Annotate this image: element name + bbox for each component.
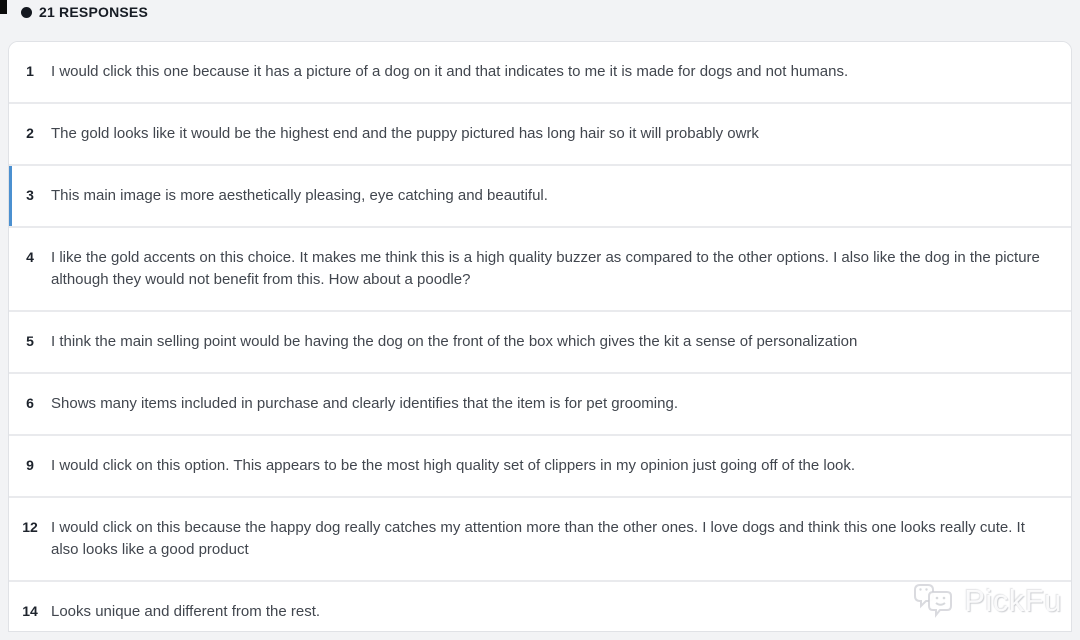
response-row[interactable] (9, 310, 1071, 372)
responses-count-title: 21 RESPONSES (39, 4, 148, 20)
response-number: 12 (22, 519, 38, 535)
response-row[interactable] (9, 580, 1071, 631)
response-row[interactable] (9, 226, 1071, 310)
pickfu-watermark-text: PickFu (964, 583, 1062, 618)
response-number: 6 (26, 395, 34, 411)
response-text: I like the gold accents on this choice. It makes me think this is a high quality buzzer as compared to the other options. I also like the dog in the picture although they would not benefit from this. How about a poodle? (51, 249, 1040, 288)
response-text: I would click this one because it has a picture of a dog on it and that indicates to me it is made for dogs and not humans. (51, 63, 849, 80)
response-number: 3 (26, 187, 34, 203)
response-text: This main image is more aesthetically pleasing, eye catching and beautiful. (51, 187, 548, 204)
bullet-dot-icon (21, 7, 32, 18)
response-number: 2 (26, 125, 34, 141)
response-row[interactable] (9, 372, 1071, 434)
response-number: 14 (22, 603, 38, 619)
response-text: Shows many items included in purchase and clearly identifies that the item is for pet grooming. (51, 395, 678, 412)
response-number: 4 (26, 249, 34, 265)
response-row-selected[interactable] (9, 164, 1071, 226)
response-text: The gold looks like it would be the highest end and the puppy pictured has long hair so it will probably owrk (51, 125, 759, 142)
screen-corner-artifact (0, 0, 7, 14)
response-row[interactable] (9, 434, 1071, 496)
response-number: 5 (26, 333, 34, 349)
response-text: I would click on this because the happy dog really catches my attention more than the other ones. I love dogs and think this one looks really cute. It also looks like a good product (51, 519, 1025, 558)
response-text: I would click on this option. This appears to be the most high quality set of clippers in my opinion just going off of the look. (51, 457, 856, 474)
response-row[interactable] (9, 102, 1071, 164)
response-row[interactable] (9, 42, 1071, 102)
response-number: 1 (26, 63, 34, 79)
response-text: I think the main selling point would be having the dog on the front of the box which gives the kit a sense of personalization (51, 333, 858, 350)
response-number: 9 (26, 457, 34, 473)
responses-header (0, 0, 1080, 24)
response-row[interactable] (9, 496, 1071, 580)
response-text: Looks unique and different from the rest. (51, 603, 321, 620)
responses-list (8, 41, 1072, 632)
